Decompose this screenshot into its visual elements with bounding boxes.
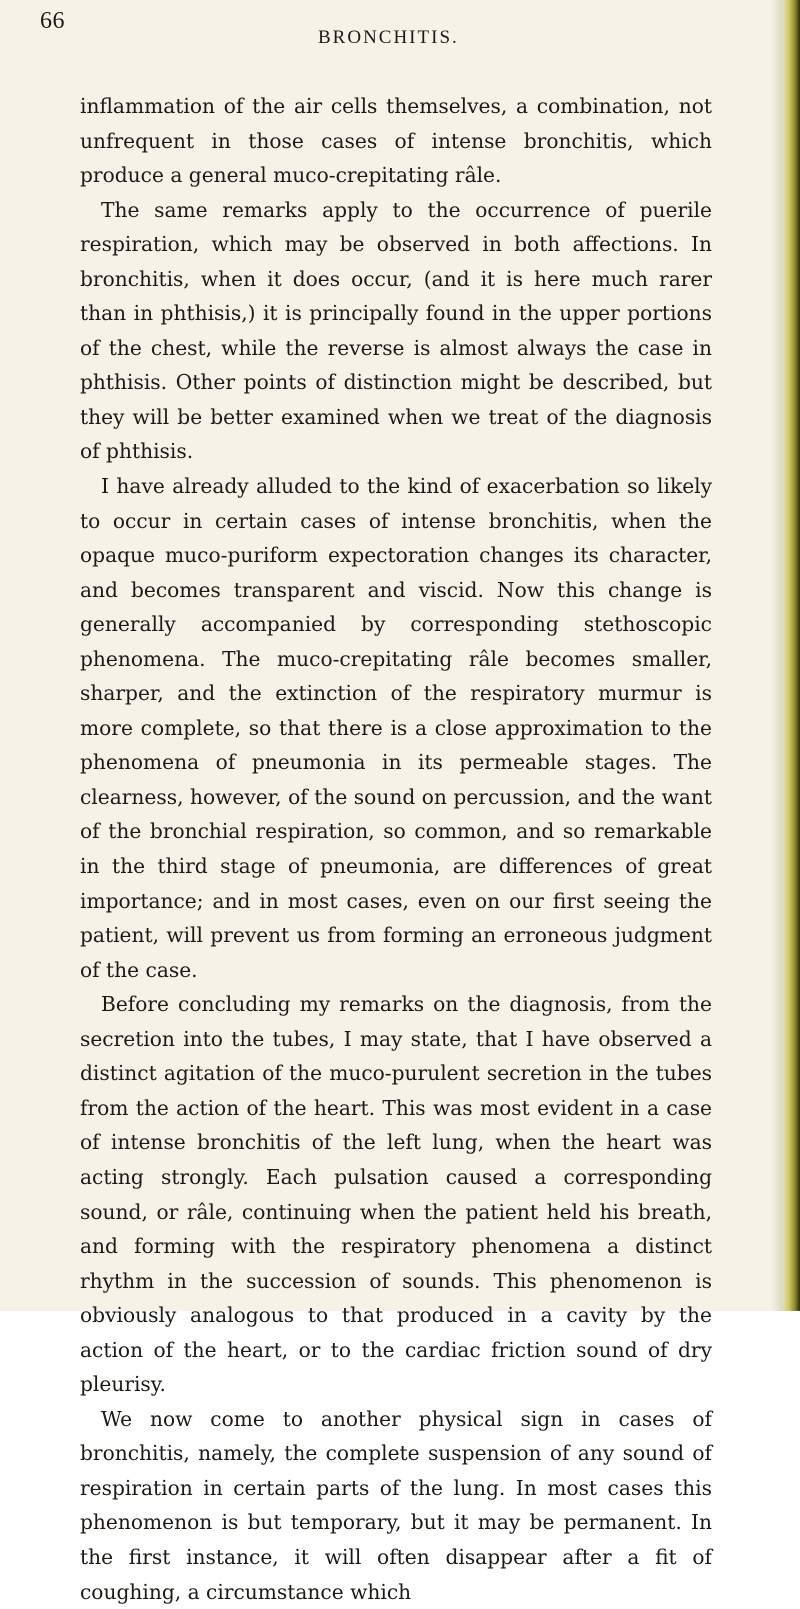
running-title: BRONCHITIS. bbox=[318, 27, 459, 48]
book-binding-edge bbox=[783, 0, 800, 1311]
paragraph-2: The same remarks apply to the occurrence of puerile respiration, which may be observed in both affections. In bronchitis, when it does occur, (and it is here much rarer than in phthisis,) it is principally found in the upper portions of the chest, while the reverse is almost always the case in phthisis. Other points of distinction might be described, but they will be better examined when we treat of the diagnosis of phthisis. bbox=[80, 197, 712, 464]
paragraph-3: I have already alluded to the kind of exacerbation so likely to occur in certain cases of intense bronchitis, when the opaque muco-puriform expectoration changes its character, and becomes transparent and viscid. Now this change is generally accompanied by corresponding stethoscopic phenomena. The muco-crepitating râle becomes smaller, sharper, and the extinction of the respiratory murmur is more complete, so that there is a close approximation to the phenomena of pneumonia in its permeable stages. The clearness, however, of the sound on percussion, and the want of the bronchial respiration, so common, and so remarkable in the third stage of pneumonia, are differences of great importance; and in most cases, even on our first seeing the patient, will prevent us from forming an erroneous judgment of the case. bbox=[80, 474, 712, 982]
paragraph-5: We now come to another physical sign in cases of bronchitis, namely, the complete suspension of any sound of respiration in certain parts of the lung. In most cases this phenomenon is but temporary, but it may be permanent. In the first instance, it will often disappear after a fit of coughing, a circumstance which bbox=[80, 1406, 712, 1604]
body-text bbox=[80, 89, 712, 1609]
paragraph-4: Before concluding my remarks on the diagnosis, from the secretion into the tubes, I may state, that I have observed a distinct agitation of the muco-purulent secretion in the tubes from the action of the heart. This was most evident in a case of intense bronchitis of the left lung, when the heart was acting strongly. Each pulsation caused a corresponding sound, or râle, continuing when the patient held his breath, and forming with the respiratory phenomena a distinct rhythm in the succession of sounds. This phenomenon is obviously analogous to that produced in a cavity by the action of the heart, or to the cardiac friction sound of dry pleurisy. bbox=[80, 992, 712, 1397]
gutter-shadow bbox=[771, 0, 783, 1311]
paragraph-1: inflammation of the air cells themselves, a combination, not unfrequent in those cases of intense bronchitis, which produce a general muco-crepitating râle. bbox=[80, 94, 712, 188]
page-number: 66 bbox=[40, 8, 65, 34]
